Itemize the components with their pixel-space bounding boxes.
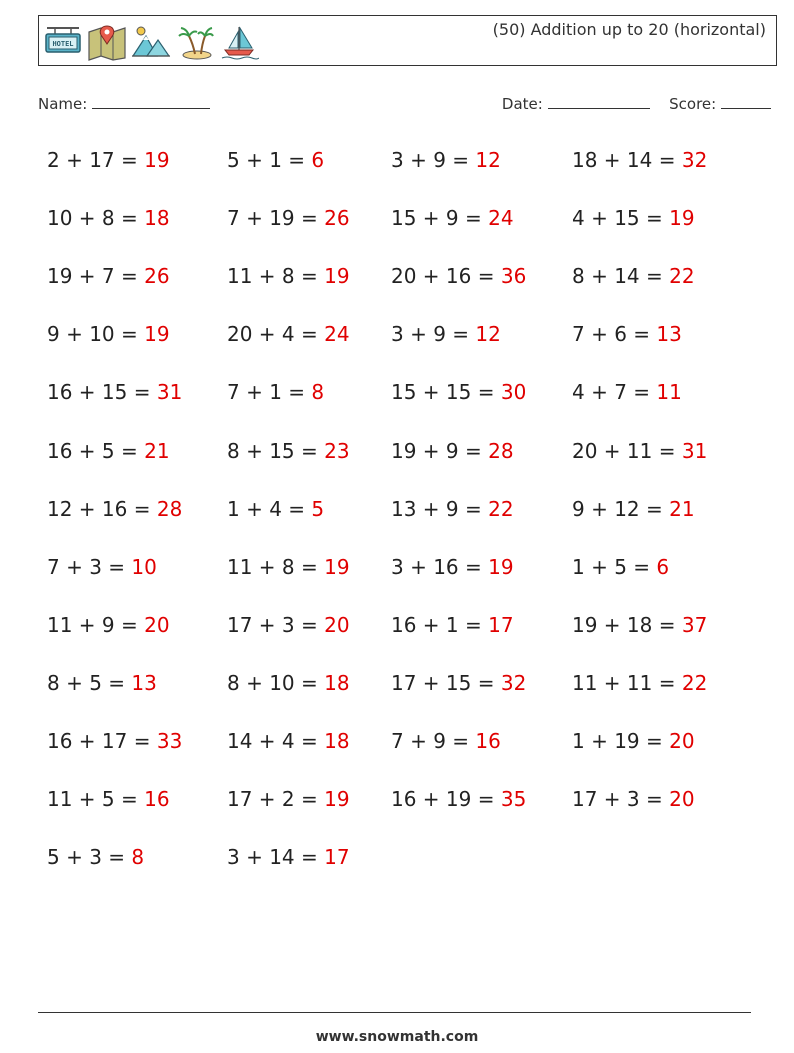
problem-answer: 22 [681,671,708,695]
problem-answer: 13 [656,322,682,346]
problem-question: 8 + 5 = [47,671,132,695]
problem-item [227,611,350,639]
problem-question: 17 + 3 = [227,613,325,637]
problem-question: 20 + 4 = [227,322,325,346]
problem-item [227,146,324,174]
svg-text:HOTEL: HOTEL [52,40,74,48]
problem-question: 7 + 19 = [227,206,325,230]
problem-question: 11 + 8 = [227,555,325,579]
date-label: Date: [501,95,543,113]
problem-question: 5 + 1 = [227,148,312,172]
problem-answer: 20 [669,787,695,811]
problem-question: 1 + 19 = [572,729,670,753]
problem-answer: 17 [488,613,514,637]
problem-answer: 21 [144,439,170,463]
problem-question: 5 + 3 = [47,845,132,869]
problem-answer: 19 [324,555,350,579]
map-pin-icon [87,22,127,62]
problem-question: 17 + 3 = [572,787,670,811]
problem-question: 16 + 1 = [391,613,489,637]
problem-question: 14 + 4 = [227,729,325,753]
problem-question: 16 + 19 = [391,787,501,811]
problem-question: 20 + 11 = [572,439,682,463]
problem-item [47,146,170,174]
problem-item [391,320,501,348]
problem-question: 15 + 15 = [391,380,501,404]
problem-question: 19 + 7 = [47,264,145,288]
problem-question: 16 + 15 = [47,380,157,404]
problem-answer: 8 [131,845,145,869]
problem-item [572,553,669,581]
problem-item [391,204,514,232]
problem-item [572,320,682,348]
problem-question: 4 + 15 = [572,206,670,230]
problem-item [47,437,170,465]
problem-item [572,611,707,639]
problem-question: 11 + 9 = [47,613,145,637]
problem-question: 11 + 5 = [47,787,145,811]
problem-question: 7 + 3 = [47,555,132,579]
problem-question: 17 + 15 = [391,671,501,695]
problem-item [391,727,501,755]
problem-question: 3 + 9 = [391,148,476,172]
problem-question: 7 + 1 = [227,380,312,404]
problem-answer: 19 [669,206,695,230]
problem-item [227,320,350,348]
problem-item [391,553,514,581]
problem-answer: 21 [669,497,695,521]
date-score-fields [502,92,771,113]
problem-answer: 30 [500,380,527,404]
student-info-row [38,92,771,114]
problem-question: 11 + 11 = [572,671,682,695]
problem-item [572,669,707,697]
problem-item [391,146,501,174]
problem-question: 9 + 10 = [47,322,145,346]
mountains-icon [131,22,171,62]
problem-question: 20 + 16 = [391,264,501,288]
problem-item [47,669,157,697]
problem-answer: 11 [656,380,682,404]
problem-answer: 26 [324,206,350,230]
problem-item [227,204,350,232]
problem-item [227,669,350,697]
problem-item [47,262,170,290]
problem-item [391,495,514,523]
palm-island-icon [175,22,215,62]
problem-answer: 20 [669,729,695,753]
problem-item [572,727,695,755]
problem-answer: 19 [144,322,170,346]
problem-question: 18 + 14 = [572,148,682,172]
problem-answer: 22 [488,497,514,521]
problem-question: 10 + 8 = [47,206,145,230]
problem-answer: 13 [131,671,157,695]
problem-answer: 18 [144,206,170,230]
problem-answer: 31 [681,439,708,463]
problem-item [227,378,324,406]
problem-answer: 20 [324,613,350,637]
problem-question: 3 + 9 = [391,322,476,346]
problem-answer: 18 [324,729,350,753]
problem-answer: 37 [681,613,708,637]
problem-answer: 24 [324,322,350,346]
problem-question: 19 + 18 = [572,613,682,637]
problem-answer: 28 [488,439,514,463]
problem-answer: 16 [475,729,501,753]
problem-question: 3 + 16 = [391,555,489,579]
problem-question: 1 + 4 = [227,497,312,521]
problem-answer: 28 [156,497,183,521]
problem-answer: 31 [156,380,183,404]
name-field [38,92,210,113]
problem-item [572,146,707,174]
footer-divider [38,1012,751,1013]
problem-question: 3 + 14 = [227,845,325,869]
problem-answer: 12 [475,322,501,346]
problem-answer: 6 [311,148,325,172]
problem-answer: 19 [144,148,170,172]
problem-answer: 24 [488,206,514,230]
problem-question: 11 + 8 = [227,264,325,288]
problem-item [572,495,695,523]
problem-answer: 5 [311,497,325,521]
hotel-sign-icon [43,22,83,62]
problem-item [227,553,350,581]
problem-answer: 20 [144,613,170,637]
problem-answer: 32 [500,671,527,695]
problem-item [47,727,182,755]
score-blank[interactable] [721,92,771,109]
problem-answer: 6 [656,555,670,579]
problem-item [47,611,170,639]
problem-item [227,843,350,871]
header-icons [43,22,259,62]
problem-question: 17 + 2 = [227,787,325,811]
footer-url: www.snowmath.com [315,1029,479,1045]
problem-item [572,204,695,232]
problem-question: 8 + 10 = [227,671,325,695]
problem-item [572,437,707,465]
problem-answer: 19 [324,787,350,811]
problem-item [47,843,144,871]
sailboat-icon [219,22,259,62]
problem-question: 1 + 5 = [572,555,657,579]
problem-item [227,437,350,465]
problem-question: 2 + 17 = [47,148,145,172]
problem-answer: 32 [681,148,708,172]
problem-answer: 17 [324,845,350,869]
score-label: Score: [669,95,717,113]
problem-item [391,669,526,697]
name-blank[interactable] [92,92,210,109]
problem-answer: 23 [324,439,350,463]
problem-answer: 12 [475,148,501,172]
problem-item [391,437,514,465]
worksheet-header [38,15,777,66]
problem-item [47,553,157,581]
problem-question: 12 + 16 = [47,497,157,521]
problem-question: 7 + 6 = [572,322,657,346]
problem-answer: 8 [311,380,325,404]
problem-item [391,785,526,813]
problem-answer: 26 [144,264,170,288]
name-label: Name: [38,95,88,113]
problem-item [47,785,170,813]
problem-item [391,611,514,639]
problem-item [47,378,182,406]
problem-answer: 19 [488,555,514,579]
problem-item [47,495,182,523]
problem-answer: 33 [156,729,183,753]
worksheet-title: (50) Addition up to 20 (horizontal) [492,20,766,39]
problem-question: 13 + 9 = [391,497,489,521]
problem-item [572,378,682,406]
problem-item [227,785,350,813]
problem-item [572,785,695,813]
problem-question: 4 + 7 = [572,380,657,404]
problem-item [391,378,526,406]
problem-item [227,727,350,755]
date-blank[interactable] [548,92,650,109]
problem-question: 16 + 17 = [47,729,157,753]
problem-question: 8 + 14 = [572,264,670,288]
problem-item [391,262,526,290]
problem-answer: 18 [324,671,350,695]
problem-answer: 10 [131,555,157,579]
problem-item [572,262,695,290]
problem-answer: 16 [144,787,170,811]
problem-question: 7 + 9 = [391,729,476,753]
problem-question: 9 + 12 = [572,497,670,521]
problem-item [47,204,170,232]
problem-answer: 22 [669,264,695,288]
problem-item [47,320,170,348]
problem-answer: 36 [500,264,527,288]
problem-question: 8 + 15 = [227,439,325,463]
problem-question: 16 + 5 = [47,439,145,463]
problem-item [227,495,324,523]
problem-answer: 35 [500,787,527,811]
problem-question: 15 + 9 = [391,206,489,230]
problem-answer: 19 [324,264,350,288]
problem-item [227,262,350,290]
problem-question: 19 + 9 = [391,439,489,463]
